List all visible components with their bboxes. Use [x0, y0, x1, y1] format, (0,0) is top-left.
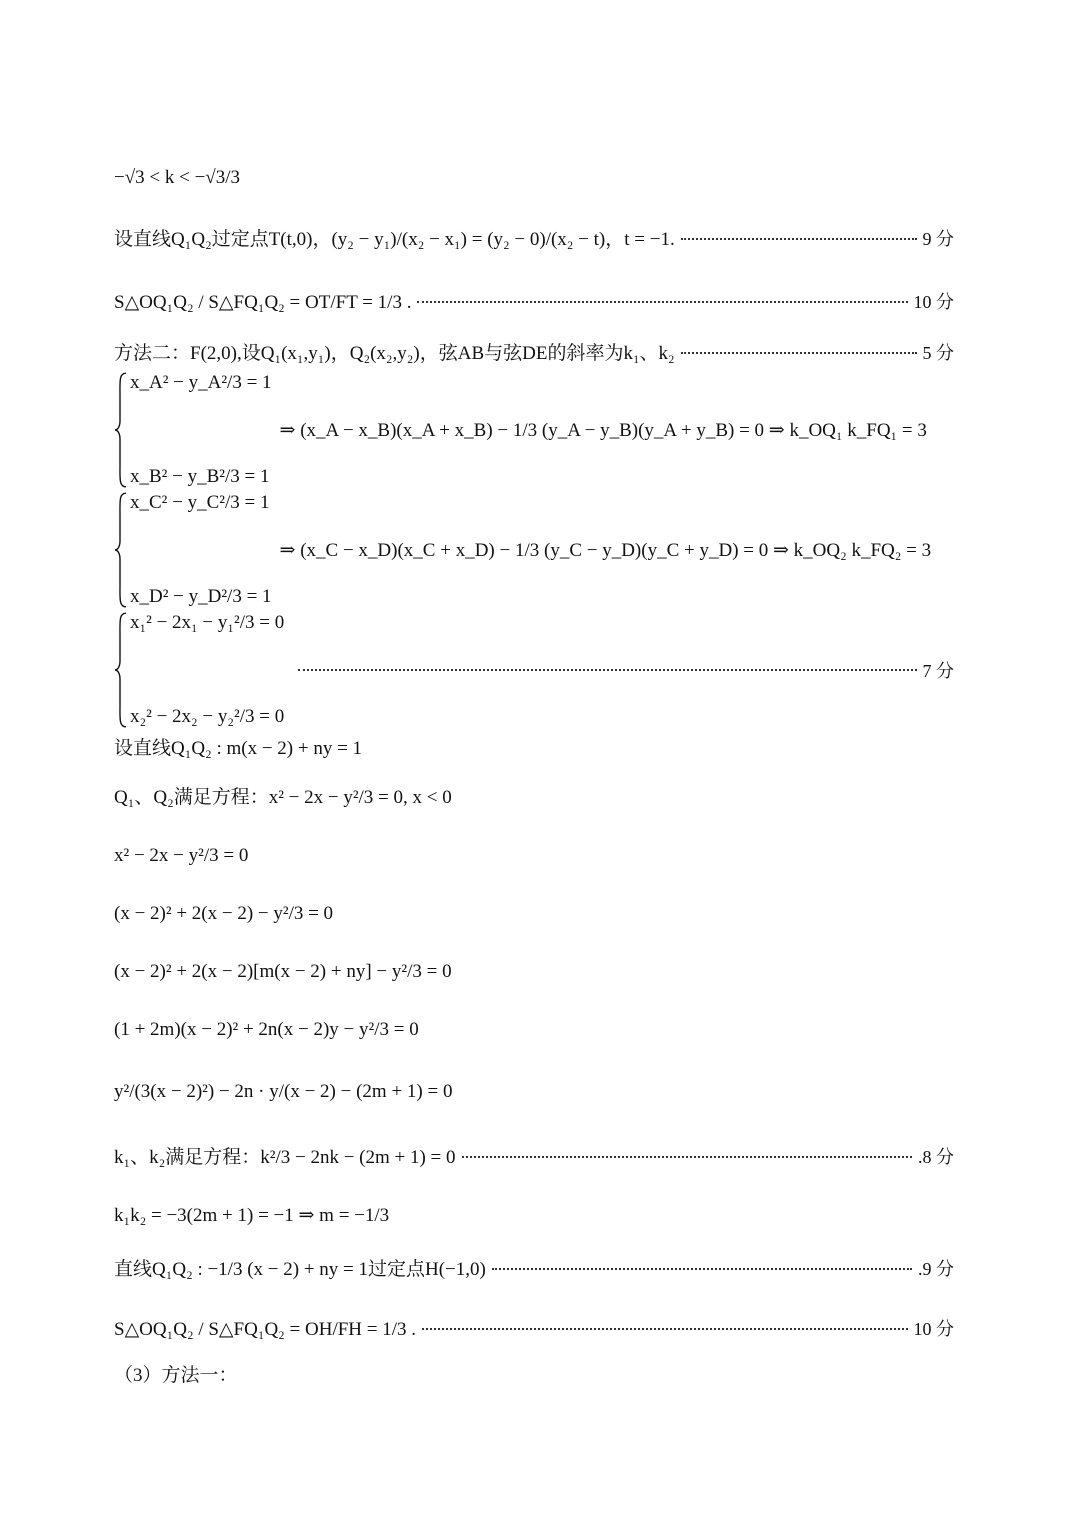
- area-ratio-line: [114, 276, 954, 328]
- satisfy-equation-text: Q₁、Q₂满足方程：x² − 2x − y²/3 = 0, x < 0: [114, 786, 452, 808]
- dot-leader: [462, 1156, 912, 1158]
- slope-equation-text: k₁、k₂满足方程：k²/3 − 2nk − (2m + 1) = 0: [114, 1146, 456, 1168]
- system-rows: [130, 492, 272, 608]
- dot-leader: [298, 669, 916, 671]
- part-three-text: （3）方法一：: [114, 1364, 238, 1386]
- equation-c: x_C² − y_C²/3 = 1: [130, 492, 270, 513]
- score-mark: 10 分: [913, 292, 954, 312]
- score-mark: 5 分: [922, 343, 954, 363]
- step-line: [114, 830, 954, 880]
- fixed-point-text: 设直线Q₁Q₂过定点T(t,0)，(y₂ − y₁)/(x₂ − x₁) = (y₂ − 0)/(x₂ − t)，t = −1.: [114, 228, 675, 250]
- step-text: (x − 2)² + 2(x − 2)[m(x − 2) + ny] − y²/3 = 0: [114, 960, 452, 982]
- implication-cd: ⇒ (x_C − x_D)(x_C + x_D) − 1/3 (y_C − y_D)(y_C + y_D) = 0 ⇒ k_OQ₂ k_FQ₂ = 3: [279, 539, 932, 561]
- line-equation: [114, 734, 954, 762]
- area-ratio-h-line: [114, 1302, 954, 1356]
- slope-equation-line: [114, 1132, 954, 1182]
- left-brace-icon: [114, 612, 128, 728]
- part-three-heading: [114, 1362, 954, 1388]
- inequality-text: −√3 < k < −√3/3: [114, 166, 240, 188]
- slope-product-line: [114, 1190, 954, 1240]
- equation-system-cd: [114, 492, 954, 608]
- equation-q1: x₁² − 2x₁ − y₁²/3 = 0: [130, 612, 285, 633]
- step-line: [114, 946, 954, 996]
- score-mark: 7 分: [922, 661, 954, 681]
- method-two-line: [114, 338, 954, 368]
- equation-system-ab: [114, 372, 954, 488]
- step-text: x² − 2x − y²/3 = 0: [114, 844, 249, 866]
- fixed-point-h-text: 直线Q₁Q₂ : −1/3 (x − 2) + ny = 1过定点H(−1,0): [114, 1258, 486, 1280]
- system-rows: [130, 372, 272, 488]
- step-text: y²/(3(x − 2)²) − 2n · y/(x − 2) − (2m + 1) = 0: [114, 1080, 453, 1102]
- dot-leader: [681, 352, 917, 354]
- equation-system-q: [114, 612, 954, 728]
- dot-leader: [492, 1268, 912, 1270]
- score-mark: .8 分: [918, 1147, 954, 1167]
- score-mark: 9 分: [922, 229, 954, 249]
- equation-q2: x₂² − 2x₂ − y₂²/3 = 0: [130, 706, 285, 727]
- fixed-point-h-line: [114, 1244, 954, 1294]
- equation-b: x_B² − y_B²/3 = 1: [130, 466, 270, 487]
- dot-leader: [422, 1328, 907, 1330]
- inequality-line: [114, 148, 954, 206]
- left-brace-icon: [114, 492, 128, 608]
- fixed-point-line: [114, 216, 954, 262]
- dot-leader: [417, 301, 907, 303]
- score-mark: .9 分: [918, 1259, 954, 1279]
- area-ratio-h-text: S△OQ₁Q₂ / S△FQ₁Q₂ = OH/FH = 1/3 .: [114, 1318, 417, 1340]
- step-line: [114, 1062, 954, 1120]
- left-brace-icon: [114, 372, 128, 488]
- line-equation-text: 设直线Q₁Q₂ : m(x − 2) + ny = 1: [114, 737, 363, 759]
- step-text: (1 + 2m)(x − 2)² + 2n(x − 2)y − y²/3 = 0: [114, 1018, 419, 1040]
- equation-a: x_A² − y_A²/3 = 1: [130, 372, 272, 393]
- satisfy-equation-line: [114, 772, 954, 822]
- equation-d: x_D² − y_D²/3 = 1: [130, 586, 272, 607]
- slope-product-text: k₁k₂ = −3(2m + 1) = −1 ⇒ m = −1/3: [114, 1204, 390, 1226]
- method-two-text: 方法二：F(2,0),设Q₁(x₁,y₁)，Q₂(x₂,y₂)，弦AB与弦DE的斜率为k₁、k₂: [114, 342, 675, 364]
- implication-ab: ⇒ (x_A − x_B)(x_A + x_B) − 1/3 (y_A − y_B)(y_A + y_B) = 0 ⇒ k_OQ₁ k_FQ₁ = 3: [279, 419, 927, 441]
- step-line: [114, 1004, 954, 1054]
- step-line: [114, 888, 954, 938]
- system-rows: [130, 612, 284, 728]
- dot-leader: [681, 238, 917, 240]
- area-ratio-text: S△OQ₁Q₂ / S△FQ₁Q₂ = OT/FT = 1/3 .: [114, 291, 412, 313]
- score-mark: 10 分: [913, 1319, 954, 1339]
- step-text: (x − 2)² + 2(x − 2) − y²/3 = 0: [114, 902, 334, 924]
